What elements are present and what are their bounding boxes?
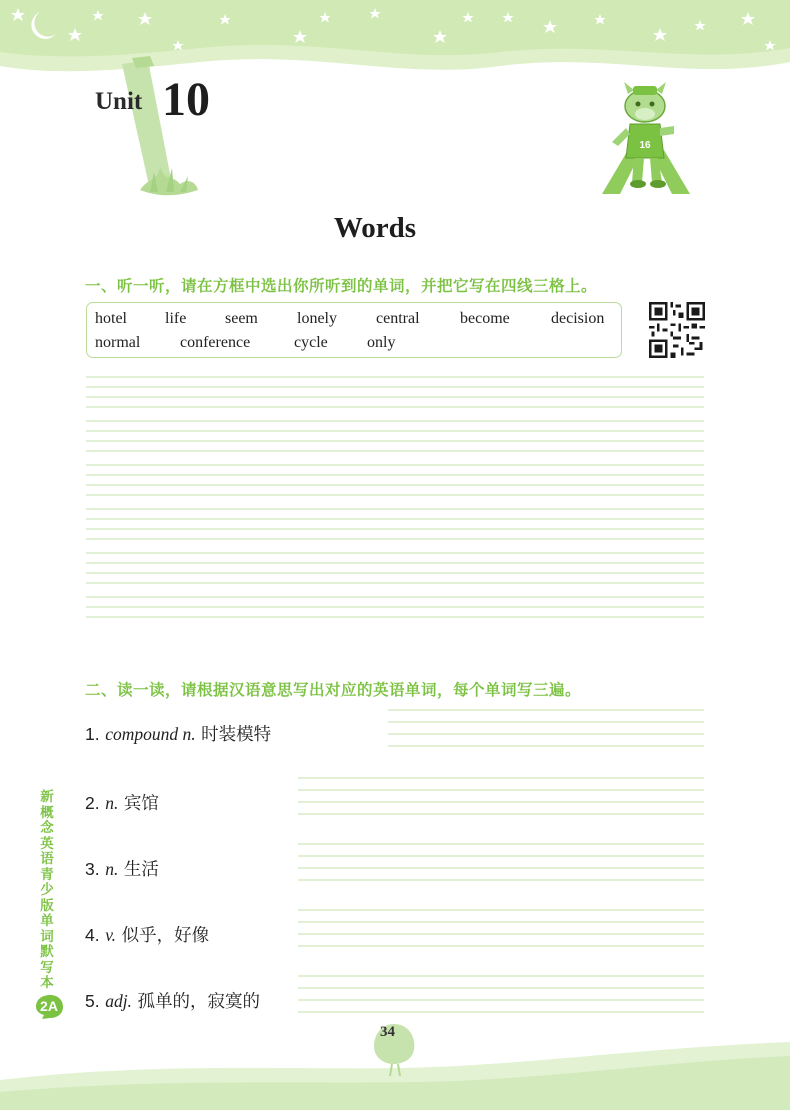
writing-lines-items2-5[interactable]: [298, 774, 708, 1026]
vocab-item-1: 1. compound n. 时装模特: [85, 724, 272, 745]
word-bank-word: hotel: [95, 310, 127, 327]
word-bank-box: [86, 302, 622, 358]
vocab-item-2: 2. n. 宾馆: [85, 793, 159, 814]
page-number: 34: [380, 1024, 395, 1040]
word-bank-word: central: [376, 310, 420, 327]
vocab-item-4: 4. v. 似乎，好像: [85, 925, 210, 946]
word-bank-word: only: [367, 334, 396, 351]
side-book-title: 新概念英语青少版单词默写本: [40, 789, 54, 991]
word-bank-word: life: [165, 310, 187, 327]
unit-number: 10: [162, 73, 210, 126]
word-bank-word: cycle: [294, 334, 328, 351]
word-bank-word: decision: [551, 310, 605, 327]
level-badge-text: 2A: [40, 998, 58, 1014]
word-bank-word: seem: [225, 310, 258, 327]
page-title: Words: [333, 212, 417, 244]
qr-code-icon[interactable]: [649, 302, 705, 358]
word-bank-word: normal: [95, 334, 141, 351]
writing-lines-section1[interactable]: [86, 370, 706, 625]
section1-heading: 一、听一听，请在方框中选出你所听到的单词，并把它写在四线三格上。: [85, 277, 598, 295]
section2-heading: 二、读一读，请根据汉语意思写出对应的英语单词，每个单词写三遍。: [85, 681, 582, 699]
unit-label: Unit: [95, 88, 143, 115]
word-bank-word: lonely: [297, 310, 337, 327]
vocab-item-3: 3. n. 生活: [85, 859, 159, 880]
writing-lines-item1[interactable]: [388, 706, 708, 756]
vocab-item-5: 5. adj. 孤单的，寂寞的: [85, 991, 261, 1012]
mascot-illustration: [598, 78, 694, 196]
word-bank-word: become: [460, 310, 510, 327]
word-bank-word: conference: [180, 334, 251, 351]
mascot-jersey-number: 16: [639, 140, 651, 151]
